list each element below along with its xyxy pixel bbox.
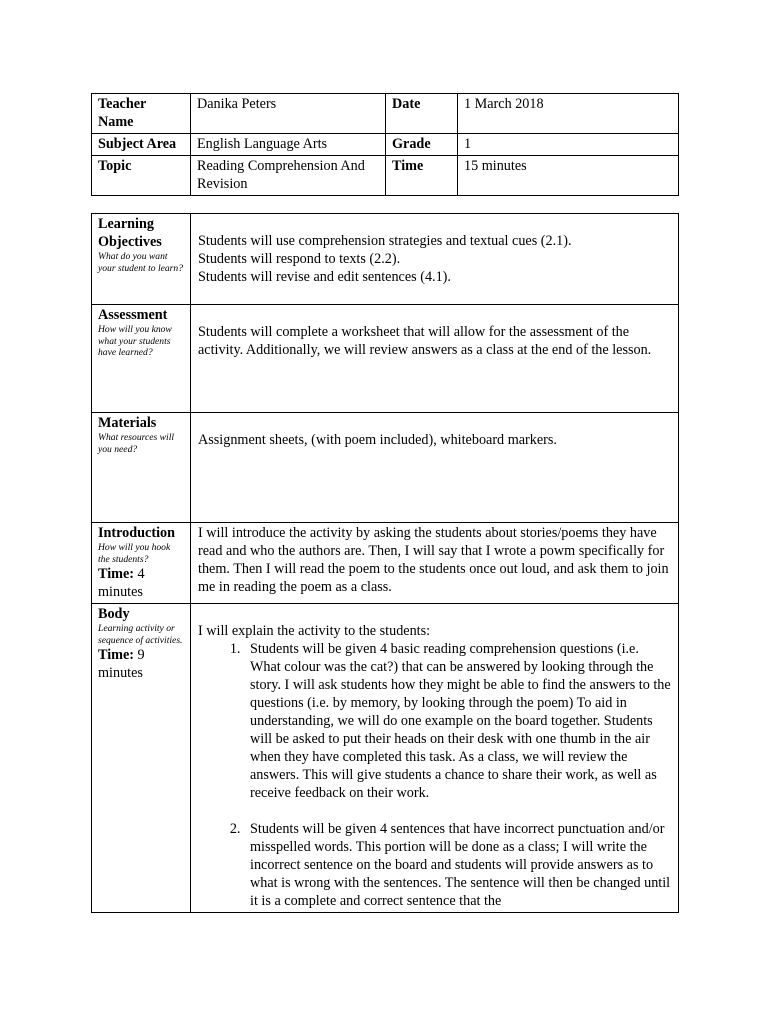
lesson-plan-table	[91, 213, 679, 913]
teacher-name-value: Danika Peters	[191, 94, 386, 134]
body-time	[98, 647, 145, 681]
objective-line: Students will use comprehension strategies and textual cues (2.1).	[198, 233, 572, 249]
objectives-hint: What do you want your student to learn?	[98, 251, 184, 274]
materials-content: Assignment sheets, (with poem included), whiteboard markers.	[191, 413, 679, 523]
subject-area-value: English Language Arts	[191, 134, 386, 156]
lesson-header-table	[91, 93, 679, 196]
time-value: 15 minutes	[458, 156, 679, 196]
header-row-subject	[92, 134, 679, 156]
materials-title: Materials	[98, 415, 157, 431]
objectives-row	[92, 214, 679, 305]
body-time-label: Time:	[98, 647, 134, 663]
objectives-title: Learning Objectives	[98, 216, 162, 250]
materials-row	[92, 413, 679, 523]
topic-value: Reading Comprehension And Revision	[191, 156, 386, 196]
header-row-topic	[92, 156, 679, 196]
teacher-name-label: Teacher Name	[92, 94, 191, 134]
assessment-title: Assessment	[98, 307, 168, 323]
introduction-row	[92, 523, 679, 604]
date-label: Date	[386, 94, 458, 134]
date-value: 1 March 2018	[458, 94, 679, 134]
grade-label: Grade	[386, 134, 458, 156]
body-content	[191, 604, 679, 913]
introduction-hint: How will you hook the students?	[98, 542, 171, 565]
grade-value: 1	[458, 134, 679, 156]
topic-label: Topic	[92, 156, 191, 196]
subject-area-label: Subject Area	[92, 134, 191, 156]
introduction-time	[98, 566, 145, 600]
body-step: 2. Students will be given 4 sentences that have incorrect punctuation and/or misspelled words. This portion will be done as a class; I will write the incorrect sentence on the board and students will provide answers as to what is wrong with the sentences. The sentence will then be changed until it is a complete and correct sentence that the	[244, 820, 672, 910]
body-label-cell	[92, 604, 191, 913]
header-row-teacher	[92, 94, 679, 134]
assessment-content: Students will complete a worksheet that will allow for the assessment of the activity. Additionally, we will review answers as a class at the end of the lesson.	[191, 305, 679, 413]
introduction-content: I will introduce the activity by asking the students about stories/poems they have read and who the authors are. Then, I will say that I wrote a powm specifically for them. Then I will read the poem to the students once out loud, and ask them to join me in reading the poem as a class.	[191, 523, 679, 604]
body-step: 1. Students will be given 4 basic reading comprehension questions (i.e. What colour was the cat?) that can be answered by looking through the story. I will ask students how they might be able to find the answers to the questions (i.e. by memory, by looking through the poem) To aid in understanding, we will do one example on the board together. Students will be asked to put their heads on their desk with one thumb in the air when they have completed this task. As a class, we will review the answers. This will give students a chance to share their work, as well as receive feedback on their work.	[244, 640, 672, 802]
body-time-value: 9 minutes	[98, 647, 145, 681]
materials-label-cell	[92, 413, 191, 523]
assessment-hint: How will you know what your students have learned?	[98, 324, 172, 358]
objectives-content	[191, 214, 679, 305]
assessment-row	[92, 305, 679, 413]
introduction-title: Introduction	[98, 525, 175, 541]
objective-line: Students will revise and edit sentences (4.1).	[198, 269, 451, 285]
introduction-label-cell	[92, 523, 191, 604]
materials-hint: What resources will you need?	[98, 432, 175, 455]
body-title: Body	[98, 606, 130, 622]
assessment-label-cell	[92, 305, 191, 413]
introduction-time-label: Time:	[98, 566, 134, 582]
introduction-time-value: 4 minutes	[98, 566, 145, 600]
objective-line: Students will respond to texts (2.2).	[198, 251, 401, 267]
body-hint: Learning activity or sequence of activities.	[98, 623, 183, 646]
objectives-label-cell	[92, 214, 191, 305]
body-steps-list	[198, 640, 672, 910]
time-label: Time	[386, 156, 458, 196]
body-intro: I will explain the activity to the students:	[198, 623, 431, 639]
body-row	[92, 604, 679, 913]
